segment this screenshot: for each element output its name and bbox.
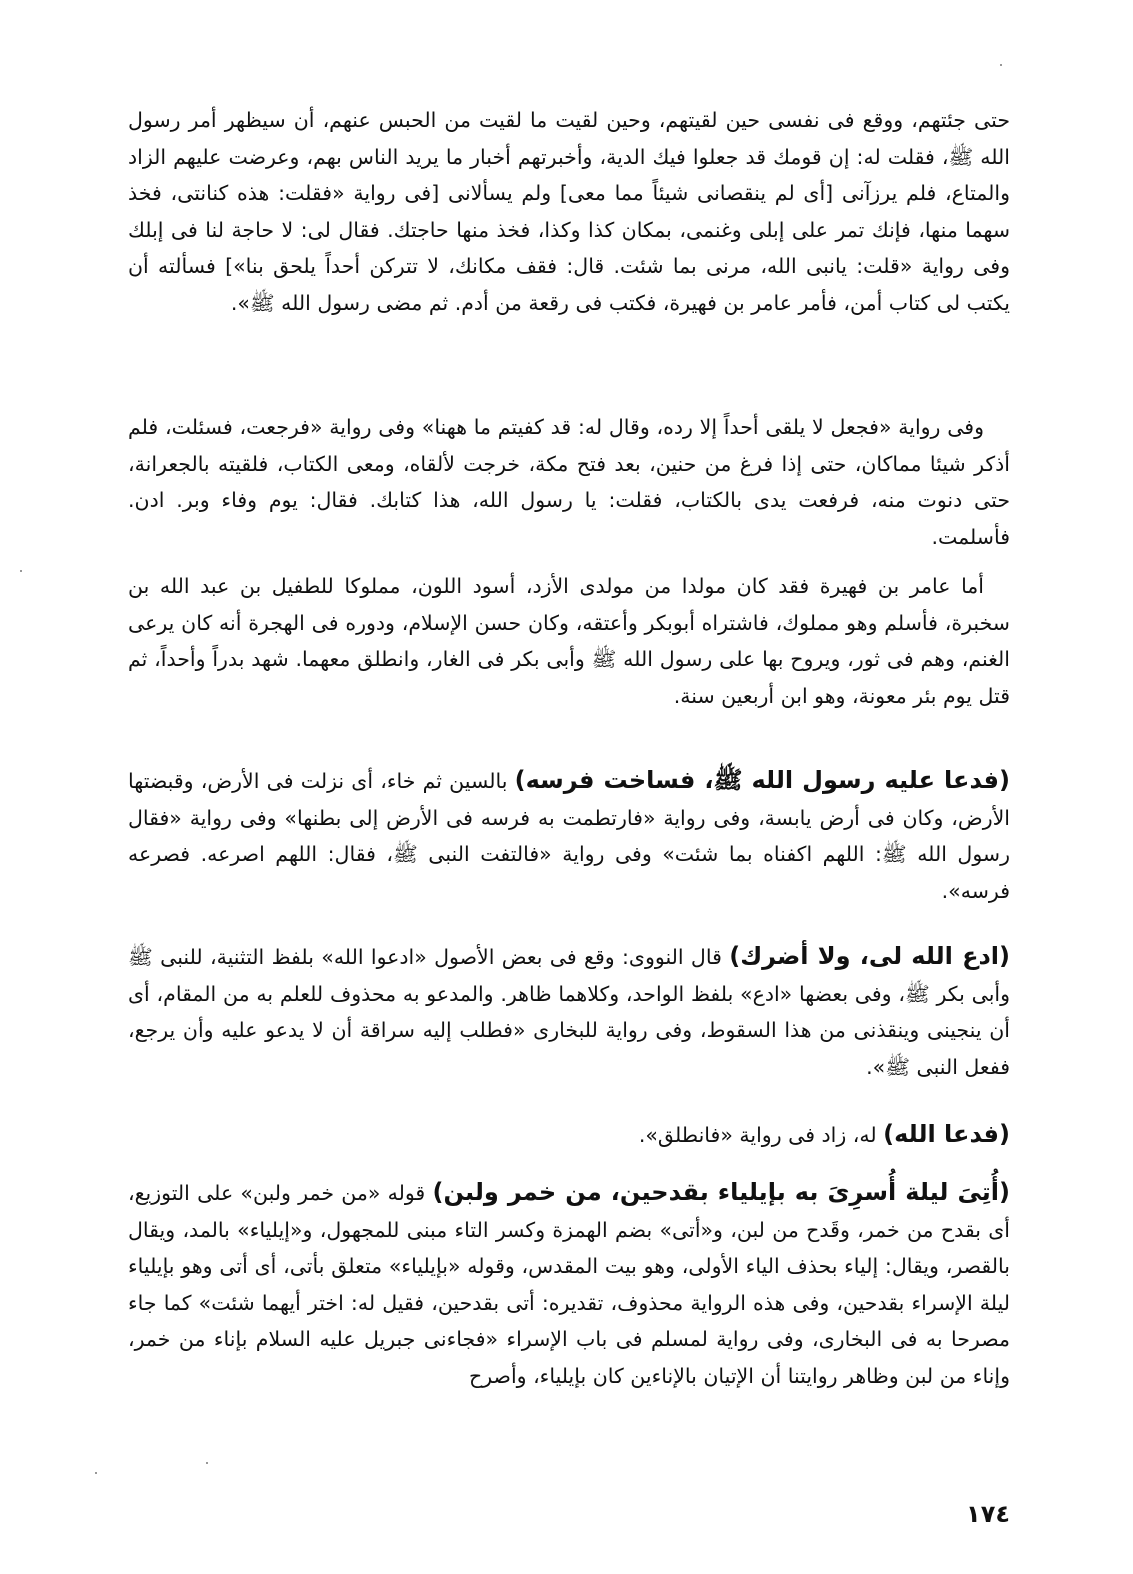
paragraph-2 bbox=[128, 409, 1010, 555]
paragraph-4 bbox=[128, 762, 1010, 909]
paragraph-3-text: أما عامر بن فهيرة فقد كان مولدا من مولدى الأزد، أسود اللون، مملوكا للطفيل بن عبد الله بن سخبرة، فأسلم وهو مملوك، فاشتراه أبوبكر وأعتقه، وكان حسن الإسلام، ودوره فى الهجرة أنه كان يرعى الغنم، وهم فى ثور، ويروح بها على رسول الله ﷺ وأبى بكر فى الغار، وانطلق معهما. شهد بدراً وأحداً، ثم قتل يوم بئر معونة، وهو ابن أربعين سنة. bbox=[128, 574, 1010, 708]
paragraph-5-heading: (ادع الله لى، ولا أضرك) bbox=[729, 942, 1010, 970]
scan-speck bbox=[95, 1472, 97, 1474]
scan-speck bbox=[206, 1462, 208, 1464]
scan-speck bbox=[20, 570, 22, 572]
scan-speck bbox=[1000, 64, 1002, 66]
paragraph-7-text: قوله «من خمر ولبن» على التوزيع، أى بقدح من خمر، وقَدح من لبن، و«أتى» بضم الهمزة وكسر التاء مبنى للمجهول، و«إيلياء» بالمد، ويقال بالقصر، ويقال: إلياء بحذف الياء الأولى، وهو بيت المقدس، وقوله «بإيلياء» متعلق بأتى، أى أتى وهو بإيلياء ليلة الإسراء بقدحين، وفى هذه الرواية محذوف، تقديره: أتى بقدحين، فقيل له: اختر أيهما شئت» كما جاء مصرحا به فى البخارى، وفى رواية لمسلم فى باب الإسراء «فجاءنى جبريل عليه السلام بإناء من خمر، وإناء من لبن وظاهر روايتنا أن الإتيان بالإناءين كان بإيلياء، وأصرح bbox=[128, 1181, 1010, 1388]
paragraph-4-text: بالسين ثم خاء، أى نزلت فى الأرض، وقبضتها الأرض، وكان فى أرض يابسة، وفى رواية «فارتطمت به فرسه فى الأرض إلى بطنها» وفى رواية «فقال رسول الله ﷺ: اللهم اكفناه بما شئت» وفى رواية «فالتفت النبى ﷺ، فقال: اللهم اصرعه. فصرعه فرسه». bbox=[128, 769, 1010, 903]
paragraph-5-text: قال النووى: وقع فى بعض الأصول «ادعوا الله» بلفظ التثنية، للنبى ﷺ وأبى بكر ﷺ، وفى بعضها «ادع» بلفظ الواحد، وكلاهما ظاهر. والمدعو به محذوف للعلم به من المقام، أى أن ينجينى وينقذنى من هذا السقوط، وفى رواية للبخارى «فطلب إليه سراقة أن لا يدعو عليه وأن يرجع، ففعل النبى ﷺ». bbox=[128, 945, 1010, 1079]
page-number: ١٧٤ bbox=[966, 1500, 1010, 1528]
paragraph-6-text: له، زاد فى رواية «فانطلق». bbox=[638, 1123, 884, 1147]
paragraph-7 bbox=[128, 1174, 1010, 1394]
paragraph-1 bbox=[128, 102, 1010, 321]
paragraph-6-heading: (فدعا الله) bbox=[883, 1120, 1010, 1148]
paragraph-6 bbox=[128, 1116, 1010, 1154]
paragraph-3 bbox=[128, 568, 1010, 714]
paragraph-2-text: وفى رواية «فجعل لا يلقى أحداً إلا رده، وقال له: قد كفيتم ما ههنا» وفى رواية «فرجعت، فسئلت، فلم أذكر شيئا مماكان، حتى إذا فرغ من حنين، بعد فتح مكة، خرجت لألقاه، ومعى الكتاب، فلقيته بالجعرانة، حتى دنوت منه، فرفعت يدى بالكتاب، فقلت: يا رسول الله، هذا كتابك. فقال: يوم وفاء وبر. ادن. فأسلمت. bbox=[128, 415, 1010, 549]
paragraph-4-heading: (فدعا عليه رسول الله ﷺ، فساخت فرسه) bbox=[514, 766, 1010, 794]
paragraph-1-text: حتى جئتهم، ووقع فى نفسى حين لقيتهم، وحين لقيت ما لقيت من الحبس عنهم، أن سيظهر أمر رسول الله ﷺ، فقلت له: إن قومك قد جعلوا فيك الدية، وأخبرتهم أخبار ما يريد الناس بهم، وعرضت عليهم الزاد والمتاع، فلم يرزآنى [أى لم ينقصانى شيئاً مما معى] ولم يسألانى [فى رواية «فقلت: هذه كنانتى، فخذ سهما منها، فإنك تمر على إبلى وغنمى، بمكان كذا وكذا، فخذ منها حاجتك. فقال لى: لا حاجة لنا فى إبلك وفى رواية «قلت: يانبى الله، مرنى بما شئت. قال: فقف مكانك، لا تتركن أحداً يلحق بنا»] فسألته أن يكتب لى كتاب أمن، فأمر عامر بن فهيرة، فكتب فى رقعة من أدم. ثم مضى رسول الله ﷺ». bbox=[128, 108, 1010, 315]
paragraph-5 bbox=[128, 938, 1010, 1085]
paragraph-7-heading: (أُتِىَ ليلة أُسرِىَ به بإيلياء بقدحين، من خمر ولبن) bbox=[432, 1178, 1011, 1206]
